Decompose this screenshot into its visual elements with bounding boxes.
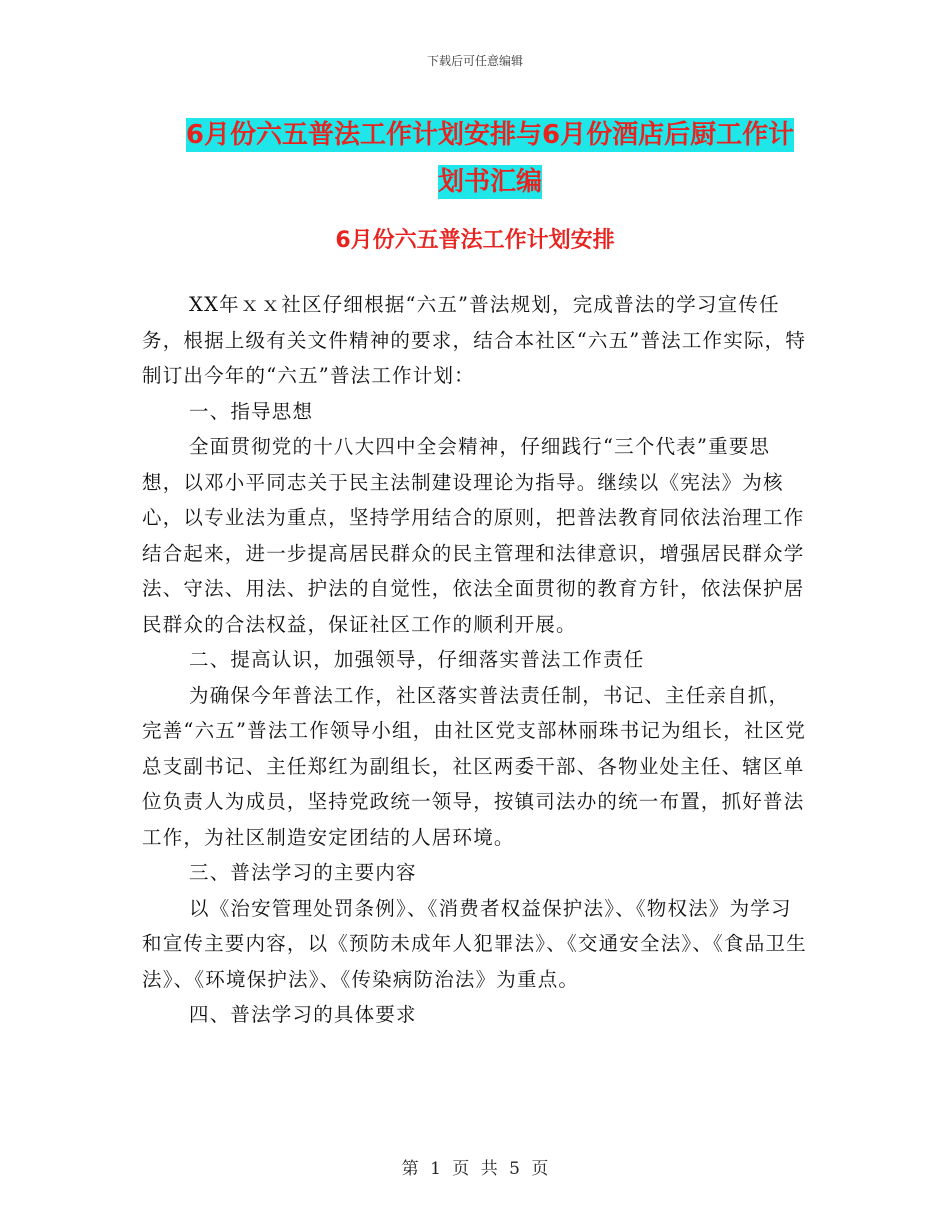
header-note: 下载后可任意编辑 (426, 54, 523, 68)
heading-guiding-ideology: 一、指导思想 (189, 399, 314, 423)
heading-leadership: 二、提高认识，加强领导，仔细落实普法工作责任 (189, 648, 645, 671)
heading-main-content: 三、普法学习的主要内容 (189, 861, 417, 884)
section-title: 6月份六五普法工作计划安排 (335, 228, 615, 253)
paragraph-main-content: 以《治安管理处罚条例》、《消费者权益保护法》、《物权法》为学习和宣传主要内容，以《预防未成年人犯罪法》、《交通安全法》、《食品卫生法》、《环境保护法》、《传染病防治法》为重点。 (142, 896, 807, 991)
paragraph-leadership: 为确保今年普法工作，社区落实普法责任制，书记、主任亲自抓，完善“六五”普法工作领导小组，由社区党支部林丽珠书记为组长，社区党总支副书记、主任郑红为副组长，社区两委干部、各物业处主任、辖区单位负责人为成员，坚持党政统一领导，按镇司法办的统一布置，抓好普法工作，为社区制造安定团结的人居环境。 (142, 683, 807, 849)
paragraph-guiding-ideology: 全面贯彻党的十八大四中全会精神，仔细践行“三个代表”重要思想，以邓小平同志关于民主法制建设理论为指导。继续以《宪法》为核心，以专业法为重点，坚持学用结合的原则，把普法教育同依法治理工作结合起来，进一步提高居民群众的民主管理和法律意识，增强居民群众学法、守法、用法、护法的自觉性，依法全面贯彻的教育方针，依法保护居民群众的合法权益，保证社区工作的顺利开展。 (142, 435, 805, 636)
document-title (140, 112, 840, 206)
paragraph-intro: XX年ｘｘ社区仔细根据“六五”普法规划，完成普法的学习宣传任务，根据上级有关文件精神的要求，结合本社区“六五”普法工作实际，特制订出今年的“六五”普法工作计划： (142, 293, 807, 387)
heading-specific-requirements: 四、普法学习的具体要求 (189, 1003, 417, 1026)
document-body (142, 287, 807, 1033)
document-title-line-2: 划书汇编 (437, 167, 542, 197)
page-footer: 第 1 页 共 5 页 (401, 1159, 549, 1179)
document-title-line-1: 6月份六五普法工作计划安排与6月份酒店后厨工作计 (185, 120, 795, 150)
